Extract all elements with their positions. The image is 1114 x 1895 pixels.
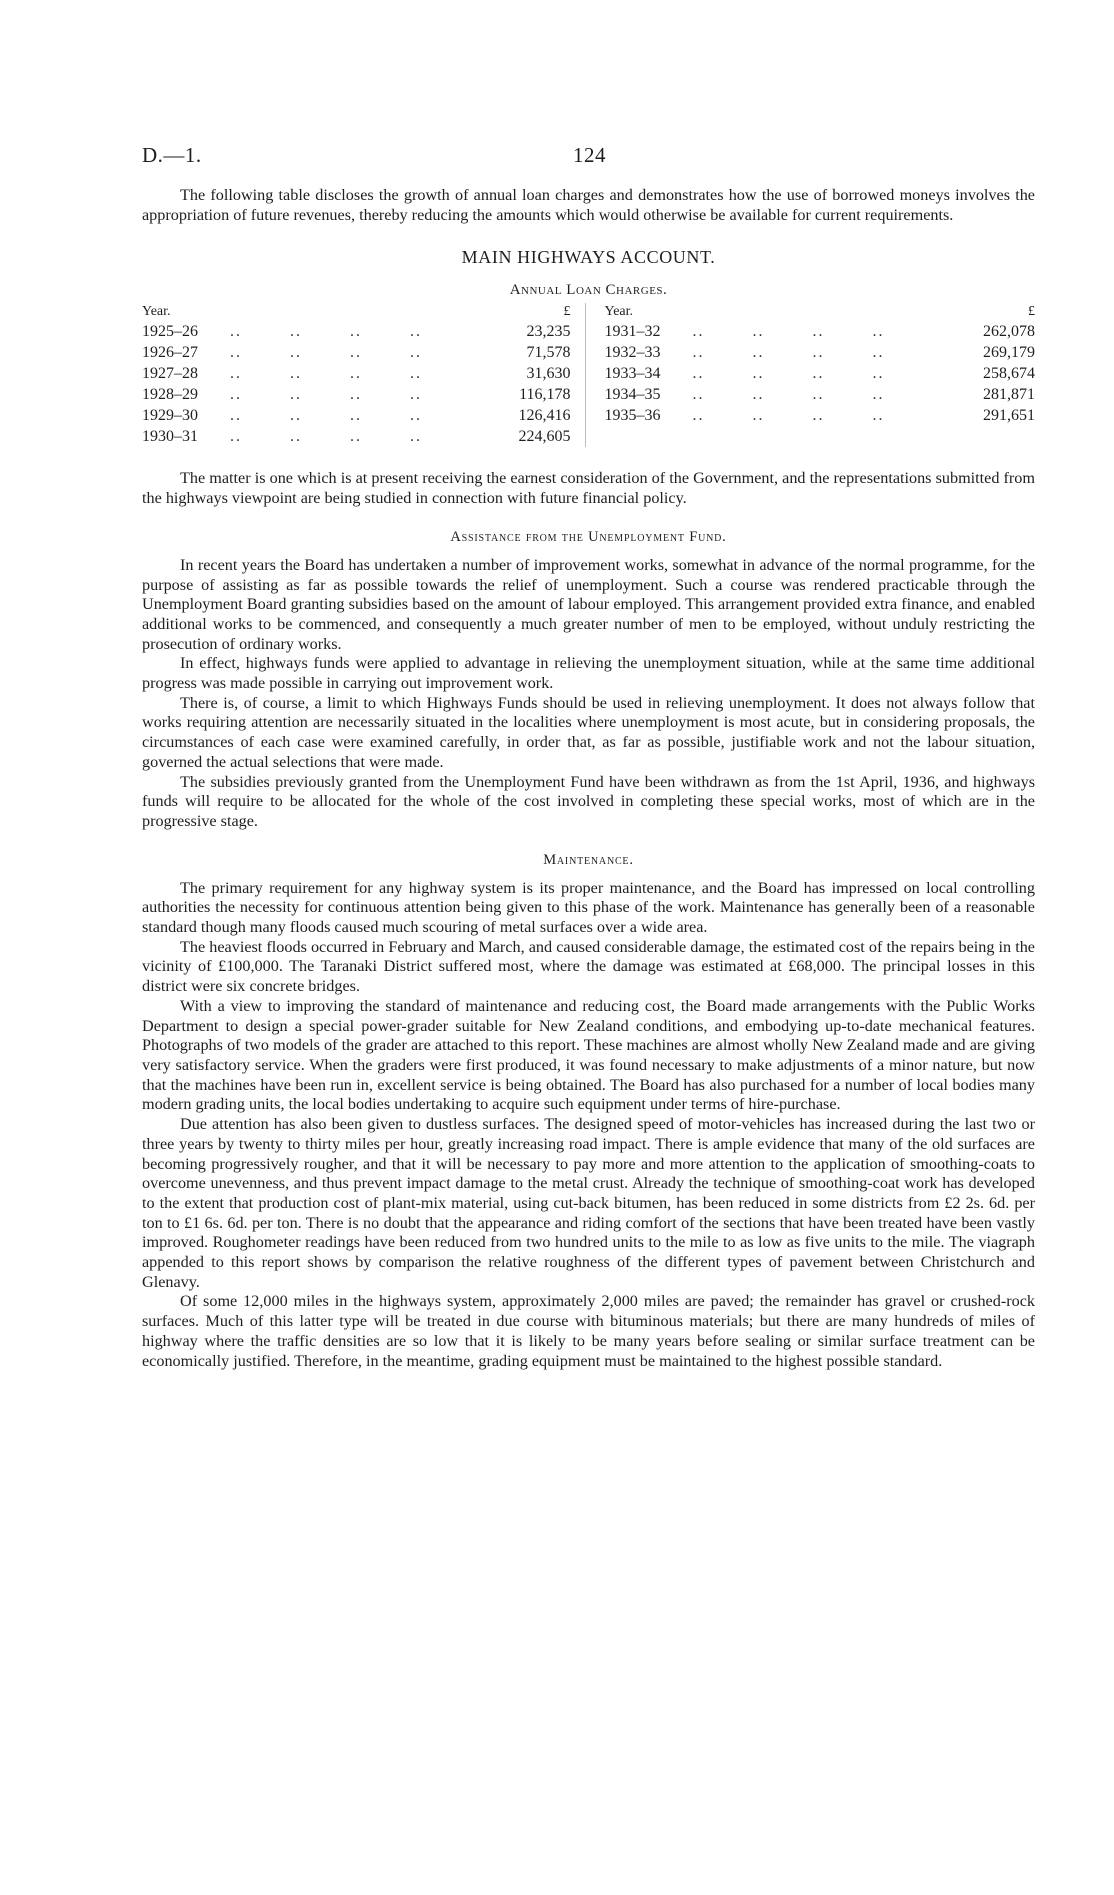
page-number: 124 [573,143,606,167]
year-cell: 1930–31 [142,428,198,446]
amount-unit-header: £ [1028,304,1035,320]
amount-cell: 224,605 [518,428,571,446]
table-row: 1930–31 .. .. .. .. 224,605 [142,426,1035,447]
paragraph: With a view to improving the standard of maintenance and reducing cost, the Board made arrangements with the Public Works Department to design a special power-grader suitable for New Zealand conditions, and embodying up-to-date mechanical features. Photographs of two models of the grader are attached to this report. These machines are almost wholly New Zealand made and are giving very satisfactory service. When the graders were first produced, it was found necessary to make adjustments of a minor nature, but now that the machines have been run in, excellent service is being obtained. The Board has also purchased for a number of local bodies many modern grading units, the local bodies undertaking to acquire such equipment under terms of hire-purchase. [142,996,1035,1114]
document-reference: D.—1. [142,143,202,167]
paragraph: In effect, highways funds were applied to advantage in relieving the unemployment situation, while at the same time additional progress was made possible in carrying out improvement work. [142,654,1035,693]
table-row: 1927–28 .. .. .. .. 31,630 1933–34 .. .. .. .. 258,674 [142,365,1035,383]
section-heading-unemployment: Assistance from the Unemployment Fund. [450,528,727,545]
year-cell: 1933–34 [604,365,661,383]
paragraph: The heaviest floods occurred in February and March, and caused considerable damage, the estimated cost of the repairs being in the vicinity of £100,000. The Taranaki District suffered most, where the damage was estimated at £68,000. The principal losses in this district were six concrete bridges. [142,937,1035,996]
account-title: MAIN HIGHWAYS ACCOUNT. [461,247,716,268]
table-row: 1929–30 .. .. .. .. 126,416 1935–36 .. .. .. .. 291,651 [142,407,1035,425]
paragraph: The primary requirement for any highway system is its proper maintenance, and the Board has impressed on local controlling authorities the necessity for continuous attention being given to this phase of the work. Maintenance has generally been of a reasonable standard though many floods caused much scouring of metal surfaces over a wide area. [142,878,1035,937]
paragraph: In recent years the Board has undertaken a number of improvement works, somewhat in advance of the normal programme, for the purpose of assisting as far as possible towards the relief of unemployment. Such a course was rendered practicable through the Unemployment Board granting subsidies based on the amount of labour employed. This arrangement provided extra finance, and enabled additional works to be commenced, and consequently a much greater number of men to be employed, without unduly restricting the prosecution of ordinary works. [142,555,1035,653]
amount-cell: 116,178 [519,386,571,404]
amount-cell: 269,179 [983,344,1035,362]
year-cell: 1934–35 [604,386,661,404]
intro-paragraph: The following table discloses the growth of annual loan charges and demonstrates how the use of borrowed moneys involves the appropriation of future revenues, thereby reducing the amounts which would otherwise be available for current requirements. [142,186,1035,224]
amount-cell: 126,416 [518,407,571,425]
paragraph: There is, of course, a limit to which Highways Funds should be used in relieving unemployment. It does not always follow that works requiring attention are necessarily situated in the localities where unemployment is most acute, but in considering proposals, the circumstances of each case were examined carefully, in order that, as far as possible, justifiable work and not the labour situation, governed the actual selections that were made. [142,693,1035,771]
table-row: 1925–26 .. .. .. .. 23,235 1931–32 .. .. .. .. 262,078 [142,323,1035,341]
year-cell: 1928–29 [142,386,198,404]
table-header-row [142,303,1035,321]
amount-cell: 71,578 [526,344,571,362]
year-column-header: Year. [604,304,634,320]
paragraph: The subsidies previously granted from the Unemployment Fund have been withdrawn as from the 1st April, 1936, and highways funds will require to be allocated for the whole of the cost involved in completing these special works, most of which are in the progressive stage. [142,772,1035,830]
amount-cell: 258,674 [983,365,1035,383]
policy-paragraph: The matter is one which is at present receiving the earnest consideration of the Government, and the representations submitted from the highways viewpoint are being studied in connection with future financial policy. [142,469,1035,508]
amount-cell: 23,235 [526,323,571,341]
amount-cell: 291,651 [983,407,1035,425]
amount-unit-header: £ [563,304,571,320]
amount-cell: 262,078 [983,323,1035,341]
table-row: 1928–29 .. .. .. .. 116,178 1934–35 .. .. .. .. 281,871 [142,386,1035,404]
amount-cell: 31,630 [526,365,571,383]
year-cell: 1935–36 [604,407,661,425]
section-heading-maintenance: Maintenance. [543,851,634,868]
table-row: 1926–27 .. .. .. .. 71,578 1932–33 .. .. .. .. 269,179 [142,344,1035,362]
year-cell: 1932–33 [604,344,661,362]
year-cell: 1927–28 [142,365,198,383]
paragraph: Of some 12,000 miles in the highways system, approximately 2,000 miles are paved; the remainder has gravel or crushed-rock surfaces. Much of this latter type will be treated in due course with bituminous materials; but there are many hundreds of miles of highway where the traffic densities are so low that it is likely to be many years before sealing or similar surface treatment can be economically justified. Therefore, in the meantime, grading equipment must be maintained to the highest possible standard. [142,1292,1035,1370]
page-body [142,186,1035,1371]
account-subtitle: Annual Loan Charges. [509,282,668,299]
year-cell: 1929–30 [142,407,198,425]
year-cell: 1931–32 [604,323,661,341]
year-cell: 1926–27 [142,344,198,362]
year-column-header: Year. [142,304,171,320]
paragraph: Due attention has also been given to dustless surfaces. The designed speed of motor-vehicles has increased during the last two or three years by twenty to thirty miles per hour, greatly increasing road impact. There is ample evidence that many of the old surfaces are becoming progressively rougher, and that it will be necessary to pay more and more attention to the application of smoothing-coats to overcome unevenness, and thus prevent impact damage to the metal crust. Already the technique of smoothing-coat work has developed to the extent that production cost of plant-mix material, using cut-back bitumen, has been reduced in some districts from £2 2s. 6d. per ton to £1 6s. 6d. per ton. There is no doubt that the appearance and riding comfort of the sections that have been treated have been vastly improved. Roughometer readings have been reduced from two hundred units to the mile to as low as five units to the mile. The viagraph appended to this report shows by comparison the relative roughness of the different types of pavement between Christchurch and Glenavy. [142,1115,1035,1291]
year-cell: 1925–26 [142,323,198,341]
loan-charges-table [142,303,1035,447]
amount-cell: 281,871 [983,386,1035,404]
